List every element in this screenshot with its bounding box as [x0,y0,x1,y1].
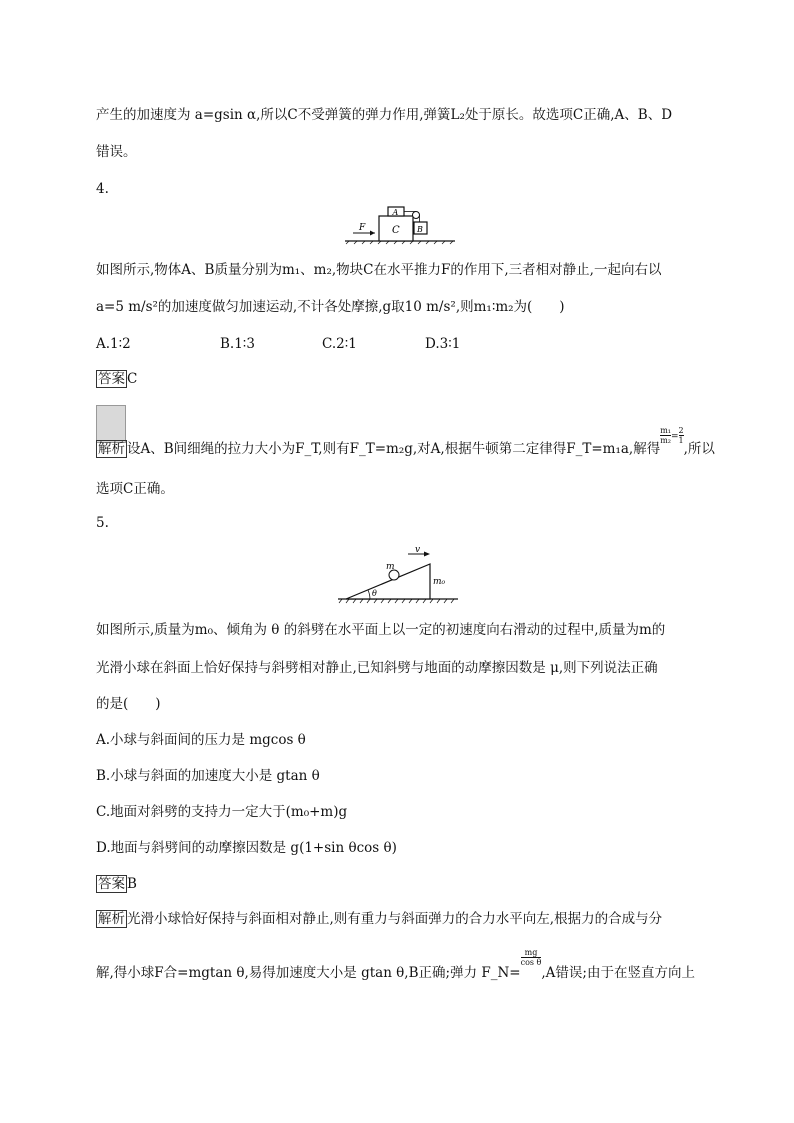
q5-stem-line-3: 的是( ) [96,696,161,712]
prev-text-line-2: 错误。 [96,144,137,160]
q4-fraction-mass: $\frac{\text{m₁}}{\text{m₂}}$ [660,426,671,445]
q4-fig-label-B: B [417,225,423,234]
q4-option-c: C.2∶1 [322,336,357,352]
q5-answer-label: 答案 [98,876,125,892]
q5-fig-label-v: v [415,545,421,555]
q5-option-b: B.小球与斜面的加速度大小是 gtan θ [96,768,320,784]
q4-analysis-marker [96,405,126,443]
q5-option-a: A.小球与斜面间的压力是 mgcos θ [96,732,306,748]
q5-analysis-text-2b: ,A错误;由于在竖直方向上 [541,965,695,981]
q5-stem-line-2: 光滑小球在斜面上恰好保持与斜劈相对静止,已知斜劈与地面的动摩擦因数是 μ,则下列说法正确 [96,660,658,676]
q5-analysis-line-1 [96,910,662,928]
q5-answer [96,875,137,893]
q4-stem-line-1: 如图所示,物体A、B质量分别为m₁、m₂,物块C在水平推力F的作用下,三者相对静止,一起向右以 [96,262,662,278]
q5-fig-label-theta: θ [372,589,377,598]
q4-answer-value: C [127,371,138,387]
q5-analysis-label: 解析 [98,911,125,927]
q5-analysis-line-2 [96,948,695,983]
q4-analysis-text-1: 设A、B间细绳的拉力大小为F_T,则有F_T=m₂g,对A,根据牛顿第二定律得F_T=m₁a,解得 [127,441,661,457]
q4-fraction-equals: = [671,432,679,442]
q4-number: 4. [96,181,109,197]
q4-fraction-value: $\frac{2}{1}$ [678,426,684,445]
q5-fig-label-m0: m₀ [433,577,446,587]
q4-option-b: B.1∶3 [220,336,255,352]
q5-number: 5. [96,515,109,531]
q4-option-a: A.1∶2 [96,336,131,352]
q5-fraction-normal-force: $\frac{mg}{\text{cos θ}}$ [520,948,542,967]
q4-figure [345,203,455,245]
q4-analysis-line-1 [96,426,715,460]
q4-answer-label: 答案 [98,371,125,387]
q4-fig-label-A: A [392,208,399,217]
q4-analysis-label: 解析 [98,441,125,457]
q5-figure [336,544,460,606]
q5-analysis-text-2a: 解,得小球F合=mgtan θ,易得加速度大小是 gtan θ,B正确;弹力 F_N= [96,965,521,981]
q4-fig-label-C: C [392,225,400,236]
q5-stem-line-1: 如图所示,质量为m₀、倾角为 θ 的斜劈在水平面上以一定的初速度向右滑动的过程中,质量为m的 [96,622,666,638]
q4-analysis-line-2: 选项C正确。 [96,481,174,497]
q5-option-d: D.地面与斜劈间的动摩擦因数是 g(1+sin θcos θ) [96,840,397,856]
q4-stem-line-2: a=5 m/s²的加速度做匀加速运动,不计各处摩擦,g取10 m/s²,则m₁∶m₂为( ) [96,299,565,315]
q5-answer-value: B [127,876,137,892]
q4-analysis-text-1-end: ,所以 [683,441,715,457]
q5-fig-label-m: m [386,562,395,572]
q4-option-d: D.3∶1 [425,336,461,352]
q4-answer [96,370,137,388]
q4-fig-label-F: F [359,223,366,233]
q5-option-c: C.地面对斜劈的支持力一定大于(m₀+m)g [96,804,348,820]
prev-text-line-1: 产生的加速度为 a=gsin α,所以C不受弹簧的弹力作用,弹簧L₂处于原长。故选项C正确,A、B、D [96,107,673,123]
q5-analysis-text-1: 光滑小球恰好保持与斜面相对静止,则有重力与斜面弹力的合力水平向左,根据力的合成与分 [127,911,663,927]
